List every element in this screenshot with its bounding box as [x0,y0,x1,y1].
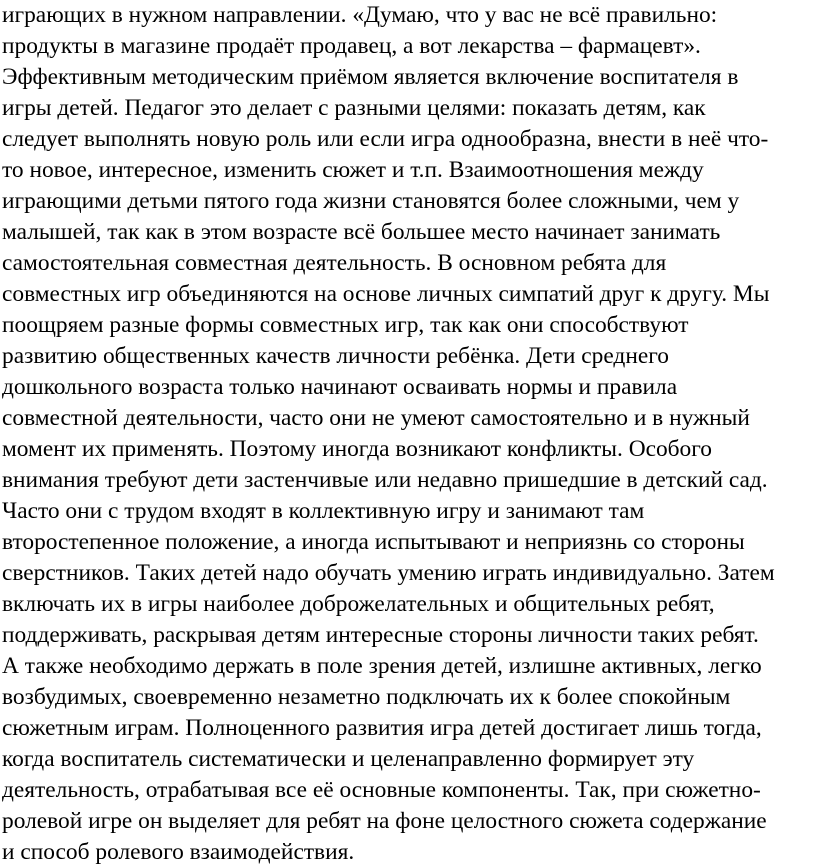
text-line: игры детей. Педагог это делает с разными целями: показать детям, как [2,95,706,121]
text-line: следует выполнять новую роль или если игра однообразна, внести в неё что- [2,126,769,152]
text-line: деятельность, отрабатывая все её основные компоненты. Так, при сюжетно- [2,777,761,803]
text-line: включать их в игры наиболее доброжелательных и общительных ребят, [2,591,715,617]
text-line: и способ ролевого взаимодействия. [2,839,355,865]
text-line: самостоятельная совместная деятельность. В основном ребята для [2,250,667,276]
text-line: сверстников. Таких детей надо обучать умению играть индивидуально. Затем [2,560,775,586]
text-line: то новое, интересное, изменить сюжет и т.п. Взаимоотношения между [2,157,704,183]
text-line: возбудимых, своевременно незаметно подключать их к более спокойным [2,684,731,710]
text-line: поддерживать, раскрывая детям интересные стороны личности таких ребят. [2,622,759,648]
text-line: момент их применять. Поэтому иногда возникают конфликты. Особого [2,436,712,462]
text-line: Часто они с трудом входят в коллективную игру и занимают там [2,498,645,524]
text-line: поощряем разные формы совместных игр, так как они способствуют [2,312,689,338]
text-line: играющих в нужном направлении. «Думаю, что у вас не всё правильно: [2,2,718,28]
text-line: совместной деятельности, часто они не умеют самостоятельно и в нужный [2,405,750,431]
text-line: внимания требуют дети застенчивые или недавно пришедшие в детский сад. [2,467,768,493]
text-line: развитию общественных качеств личности ребёнка. Дети среднего [2,343,669,369]
text-line: А также необходимо держать в поле зрения детей, излишне активных, легко [2,653,762,679]
text-line: играющими детьми пятого года жизни становятся более сложными, чем у [2,188,740,214]
text-line: малышей, так как в этом возрасте всё большее место начинает занимать [2,219,721,245]
text-line: продукты в магазине продаёт продавец, а вот лекарства – фармацевт». [2,33,701,59]
text-line: сюжетным играм. Полноценного развития игра детей достигает лишь тогда, [2,715,762,741]
text-line: ролевой игре он выделяет для ребят на фоне целостного сюжета содержание [2,808,767,834]
document-page [2,0,814,864]
text-line: дошкольного возраста только начинают осваивать нормы и правила [2,374,678,400]
text-line: совместных игр объединяются на основе личных симпатий друг к другу. Мы [2,281,770,307]
text-line: Эффективным методическим приёмом является включение воспитателя в [2,64,739,90]
text-line: когда воспитатель систематически и целенаправленно формирует эту [2,746,695,772]
text-line: второстепенное положение, а иногда испытывают и неприязнь со стороны [2,529,745,555]
